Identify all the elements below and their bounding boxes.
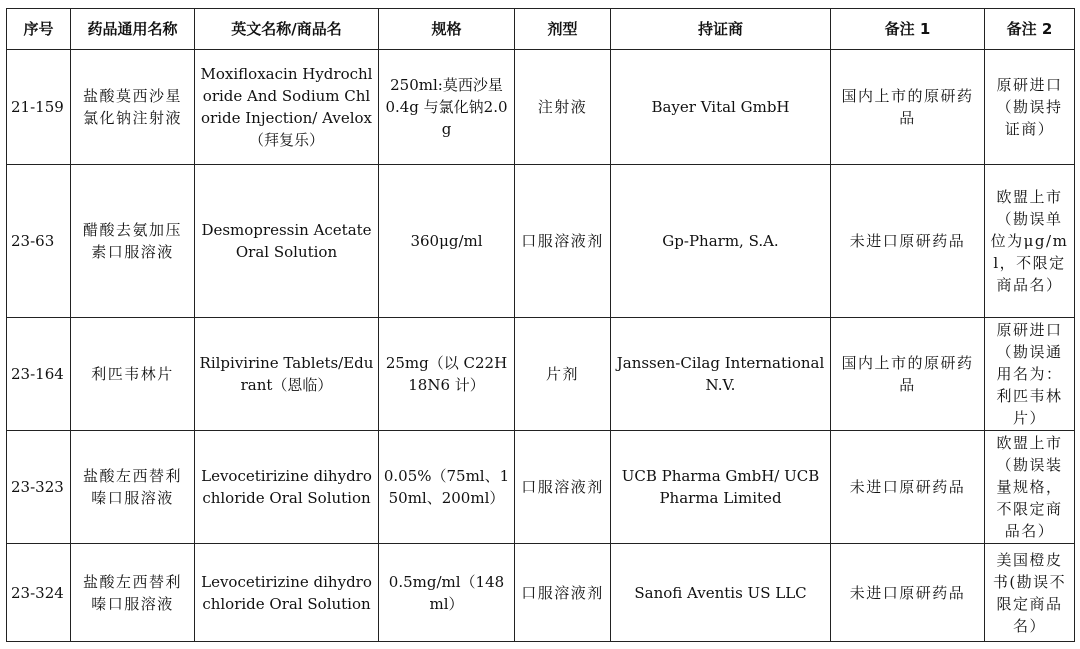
cell-spec: 0.5mg/ml（148ml） <box>379 544 515 642</box>
cell-holder: Bayer Vital GmbH <box>611 50 831 165</box>
cell-generic-name: 醋酸去氨加压素口服溶液 <box>71 165 195 318</box>
header-english-name: 英文名称/商品名 <box>195 9 379 50</box>
table-header-row <box>7 9 1075 50</box>
cell-note1: 国内上市的原研药品 <box>831 50 985 165</box>
cell-holder: Sanofi Aventis US LLC <box>611 544 831 642</box>
cell-holder: UCB Pharma GmbH/ UCB Pharma Limited <box>611 431 831 544</box>
header-generic-name: 药品通用名称 <box>71 9 195 50</box>
cell-seq: 23-323 <box>7 431 71 544</box>
drug-list-table <box>6 8 1075 642</box>
cell-note2: 欧盟上市（勘误装量规格，不限定商品名） <box>985 431 1075 544</box>
cell-english-name: Levocetirizine dihydrochloride Oral Solution <box>195 544 379 642</box>
cell-spec: 25mg（以 C22H18N6 计） <box>379 318 515 431</box>
cell-seq: 23-63 <box>7 165 71 318</box>
cell-seq: 23-324 <box>7 544 71 642</box>
table-row <box>7 318 1075 431</box>
header-note2: 备注 2 <box>985 9 1075 50</box>
table-row <box>7 544 1075 642</box>
table-row <box>7 431 1075 544</box>
cell-note1: 未进口原研药品 <box>831 165 985 318</box>
cell-spec: 0.05%（75ml、150ml、200ml） <box>379 431 515 544</box>
table-row <box>7 50 1075 165</box>
cell-note2: 原研进口（勘误通用名为：利匹韦林片） <box>985 318 1075 431</box>
cell-generic-name: 盐酸莫西沙星氯化钠注射液 <box>71 50 195 165</box>
header-spec: 规格 <box>379 9 515 50</box>
cell-generic-name: 利匹韦林片 <box>71 318 195 431</box>
header-note1: 备注 1 <box>831 9 985 50</box>
cell-generic-name: 盐酸左西替利嗪口服溶液 <box>71 431 195 544</box>
cell-note2: 原研进口（勘误持证商） <box>985 50 1075 165</box>
cell-english-name: Levocetirizine dihydrochloride Oral Solution <box>195 431 379 544</box>
cell-dosage-form: 口服溶液剂 <box>515 544 611 642</box>
cell-dosage-form: 口服溶液剂 <box>515 431 611 544</box>
cell-holder: Janssen-Cilag International N.V. <box>611 318 831 431</box>
cell-note1: 国内上市的原研药品 <box>831 318 985 431</box>
cell-seq: 23-164 <box>7 318 71 431</box>
cell-english-name: Rilpivirine Tablets/Edurant（恩临） <box>195 318 379 431</box>
header-holder: 持证商 <box>611 9 831 50</box>
cell-note1: 未进口原研药品 <box>831 544 985 642</box>
header-seq: 序号 <box>7 9 71 50</box>
cell-holder: Gp-Pharm, S.A. <box>611 165 831 318</box>
cell-generic-name: 盐酸左西替利嗪口服溶液 <box>71 544 195 642</box>
cell-english-name: Desmopressin Acetate Oral Solution <box>195 165 379 318</box>
cell-dosage-form: 片剂 <box>515 318 611 431</box>
cell-seq: 21-159 <box>7 50 71 165</box>
cell-spec: 360μg/ml <box>379 165 515 318</box>
table-row <box>7 165 1075 318</box>
cell-dosage-form: 口服溶液剂 <box>515 165 611 318</box>
cell-note2: 欧盟上市（勘误单位为μg/ml，不限定商品名） <box>985 165 1075 318</box>
cell-english-name: Moxifloxacin Hydrochloride And Sodium Chloride Injection/ Avelox（拜复乐） <box>195 50 379 165</box>
header-dosage-form: 剂型 <box>515 9 611 50</box>
cell-note1: 未进口原研药品 <box>831 431 985 544</box>
cell-spec: 250ml:莫西沙星0.4g 与氯化钠2.0g <box>379 50 515 165</box>
cell-dosage-form: 注射液 <box>515 50 611 165</box>
cell-note2: 美国橙皮书(勘误不限定商品名） <box>985 544 1075 642</box>
